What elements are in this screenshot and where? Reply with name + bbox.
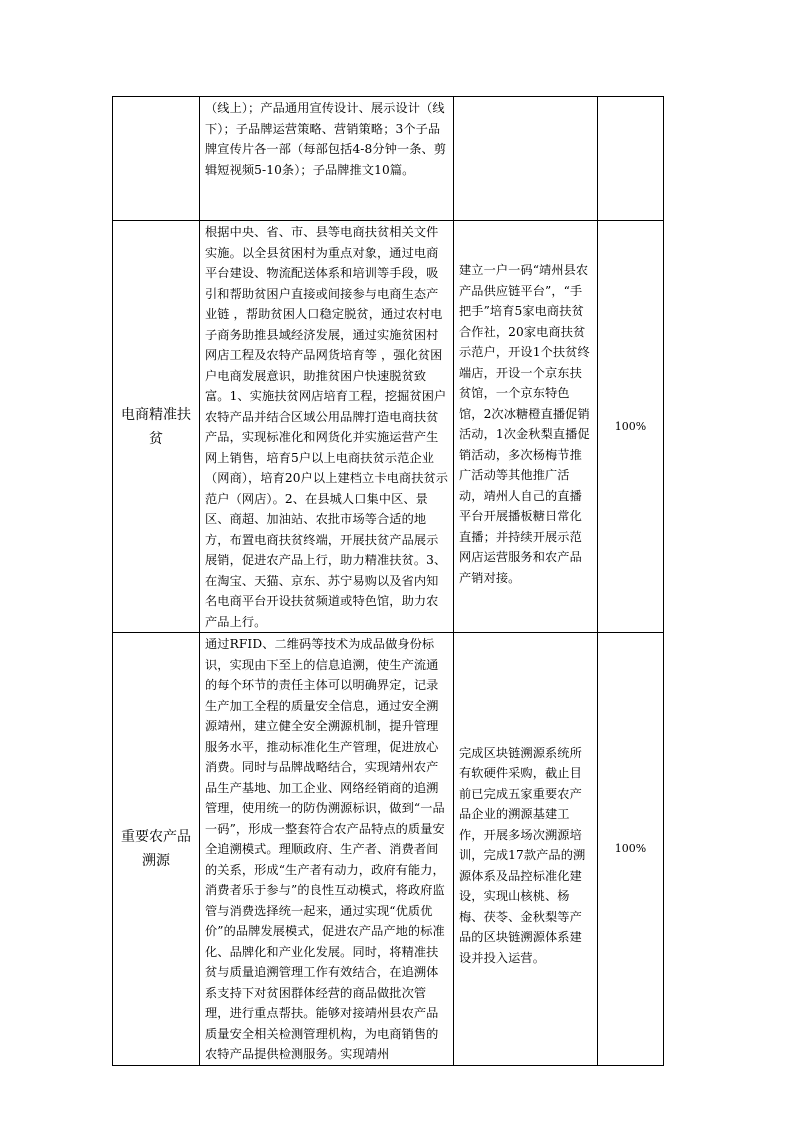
content-text: （线上）；产品通用宣传设计、展示设计（线下）；子品牌运营策略、营销策略；3个子品牌宣传片各一部（每部包括4-8分钟一条、剪辑短视频5-10条）；子品牌推文10篇。: [205, 101, 447, 177]
category-cell: [113, 221, 200, 633]
category-label: 重要农产品溯源: [121, 828, 191, 869]
rate-cell: [598, 221, 664, 633]
content-cell: [200, 97, 454, 221]
rate-cell: [598, 633, 664, 1066]
content-cell: [200, 221, 454, 633]
rate-text: 100%: [614, 842, 647, 856]
category-cell: [113, 97, 200, 221]
result-text: 完成区块链溯源系统所有软硬件采购，截止目前已完成五家重要农产品企业的溯源基建工作，开展多场次溯源培训，完成17款产品的溯源体系及品控标准化建设，实现山核桃、杨梅、茯苓、金秋梨等产品的区块链溯源体系建设并投入运营。: [459, 745, 586, 965]
content-cell: [200, 633, 454, 1066]
content-text: 根据中央、省、市、县等电商扶贫相关文件实施。以全县贫困村为重点对象，通过电商平台建设、物流配送体系和培训等手段，吸引和帮助贫困户直接或间接参与电商生态产业链 ，帮助贫困人口稳定脱贫，通过农村电子商务助推县域经济发展，通过实施贫困村网店工程及农特产品网货培育等 ，强化贫困户电商发展意识，助推贫困户快速脱贫致富。1、实施扶贫网店培育工程，挖掘贫困户农特产品并结合区域公用品牌打造电商扶贫产品，实现标准化和网货化并实施运营产生网上销售，培育5户以上电商扶贫示范企业（网商），培育20户以上建档立卡电商扶贫示范户（网店）。2、在县城人口集中区、景区、商超、加油站、农批市场等合适的地方，布置电商扶贫终端，开展扶贫产品展示展销，促进农产品上行，助力精准扶贫。3、在淘宝、天猫、京东、苏宁易购以及省内知名电商平台开设扶贫频道或特色馆，助力农产品上行。: [205, 225, 449, 629]
category-cell: [113, 633, 200, 1066]
rate-text: 100%: [614, 420, 647, 433]
result-text: [454, 97, 597, 98]
project-table: [112, 96, 664, 1066]
rate-cell: [598, 97, 664, 221]
result-text: 建立一户一码“靖州县农产品供应链平台”，“手把手”培育5家电商扶贫合作社，20家电商扶贫示范户，开设1个扶贫终端店，开设一个京东扶贫馆，一个京东特色馆，2次冰糖橙直播促销活动，1次金秋梨直播促销活动，多次杨梅节推广活动等其他推广活动，靖州人自己的直播平台开展播板糖日常化直播；并持续开展示范网店运营服务和农产品产销对接。: [459, 263, 590, 585]
category-label: 电商精准扶贫: [121, 406, 191, 447]
result-cell: [454, 97, 598, 221]
result-cell: [454, 221, 598, 633]
result-cell: [454, 633, 598, 1066]
table-row: [113, 221, 664, 633]
table-row: [113, 97, 664, 221]
content-text: 通过RFID、二维码等技术为成品做身份标识，实现由下至上的信息追溯，使生产流通的每个环节的责任主体可以明确界定，记录生产加工全程的质量安全信息，通过安全溯源靖州，建立健全安全溯源机制，提升管理服务水平，推动标准化生产管理，促进放心消费。同时与品牌战略结合，实现靖州农产品生产基地、加工企业、网络经销商的追溯管理，使用统一的防伪溯源标识，做到“一品一码”，形成一整套符合农产品特点的质量安全追溯模式。理顺政府、生产者、消费者间的关系，形成“生产者有动力，政府有能力，消费者乐于参与”的良性互动模式，将政府监管与消费选择统一起来，通过实现“优质优价”的品牌发展模式，促进农产品产地的标准化、品牌化和产业化发展。同时，将精准扶贫与质量追溯管理工作有效结合，在追溯体系支持下对贫困群体经营的商品做批次管理，进行重点帮扶。能够对接靖州县农产品质量安全相关检测管理机构，为电商销售的农特产品提供检测服务。实现靖州: [205, 637, 445, 1061]
table-row: [113, 633, 664, 1066]
